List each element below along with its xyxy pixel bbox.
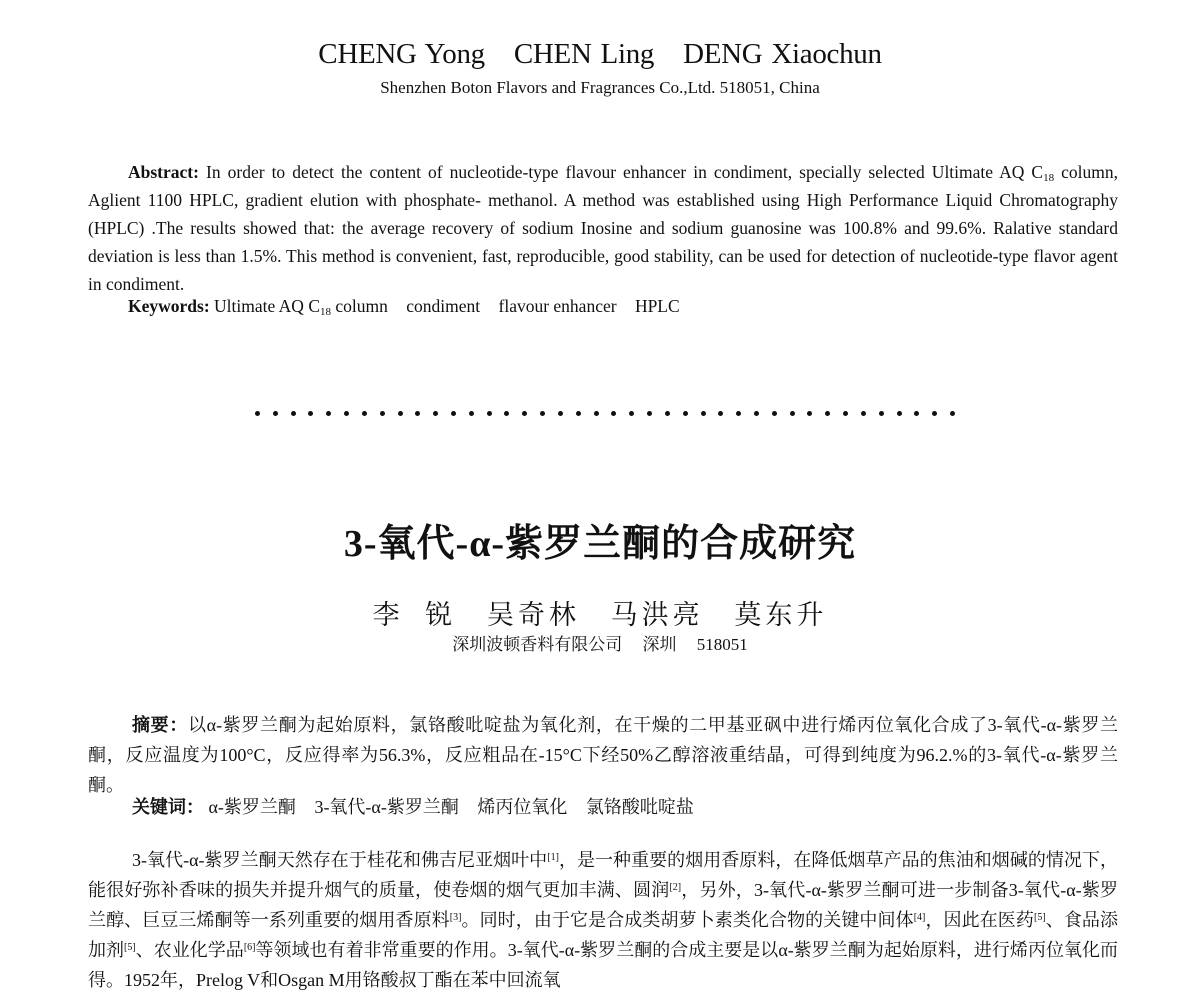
affil-cn-org: 深圳波顿香料有限公司 [452,635,623,654]
separator-dot [825,411,830,416]
keyword-en-1-post: column [331,296,388,316]
author-cn-3: 马洪亮 [610,600,704,630]
citation-7: [6] [243,942,256,953]
citation-4: [4] [913,912,926,923]
separator-dot [273,411,278,416]
english-keywords [128,296,694,317]
separator-dot [736,411,741,416]
chinese-affiliation [0,630,1200,655]
author-cn-4: 莫东升 [734,600,828,630]
citation-3: [3] [449,912,462,923]
body-text-5: ，因此在医药 [925,910,1034,930]
separator-dot [255,411,260,416]
body-text-8: 等领域也有着非常重要的作用。3-氧代-α-紫罗兰酮的合成主要是以α-紫罗兰酮为起始原料，进行烯丙位氧化而得。1952年，Prelog V和Osgan M用铬酸叔丁酯在苯中回流氧 [88,940,1119,990]
chinese-title: 3-氧代-α-紫罗兰酮的合成研究 [343,523,857,565]
separator-dot [683,411,688,416]
abstract-en-text-cont: column, Aglient 1100 HPLC, gradient elution with phosphate- methanol. A method was established using High Performance Liquid Chromatography (HPLC) .The results showed that: the average recovery of sodium Inosine and sodium guanosine was 100.8% and 99.6%. Ralative standard deviation is less than 1.5%. This method is convenient, fast, reproducible, good stability, can be used for detection of nucleotide-type flavor agent in condiment. [88,162,1118,294]
affil-cn-city: 深圳 [642,635,677,654]
keyword-en-1 [214,296,388,316]
author-en-3: DENG Xiaochun [683,38,882,70]
separator-dot [629,411,634,416]
english-affiliation: Shenzhen Boton Flavors and Fragrances Co.,Ltd. 518051, China [380,78,820,97]
separator-dot [718,411,723,416]
keyword-cn-4: 氯铬酸吡啶盐 [585,797,694,817]
author-cn-1: 李 锐 [372,600,457,630]
abstract-en-label: Abstract: [128,162,199,182]
separator-dot [540,411,545,416]
keyword-en-1-text: Ultimate AQ C [214,296,320,316]
chinese-keywords [132,793,708,819]
separator-dot [398,411,403,416]
chinese-abstract [88,710,1118,800]
separator-dot [647,411,652,416]
keyword-en-3: flavour enhancer [498,296,617,316]
separator-dot [932,411,937,416]
abstract-cn-label: 摘要： [132,715,188,735]
body-text-3: ，另外，3-氧代-α-紫罗兰酮可进一步制备3-氧代-α-紫罗兰醇、巨豆三烯酮等一系列重要的烟用香原料 [88,880,1119,930]
separator-dot [344,411,349,416]
separator-dot [665,411,670,416]
keywords-cn-label: 关键词： [132,797,204,817]
separator-dot [451,411,456,416]
keyword-en-4: HPLC [634,296,680,316]
citation-6: [5] [124,942,136,953]
separator-dot [433,411,438,416]
keyword-cn-1: α-紫罗兰酮 [208,797,296,817]
keyword-cn-3: 烯丙位氧化 [477,797,568,817]
separator-dot [522,411,527,416]
separator-dot [790,411,795,416]
affil-cn-zip: 518051 [696,635,748,654]
keywords-en-label: Keywords: [128,296,210,316]
separator-dot [701,411,706,416]
separator-dot [914,411,919,416]
separator-dot [291,411,296,416]
separator-dot [415,411,420,416]
keyword-en-2: condiment [406,296,481,316]
body-text-6: 、食品添加剂 [88,910,1119,960]
keyword-cn-2: 3-氧代-α-紫罗兰酮 [314,797,459,817]
abstract-en-text: In order to detect the content of nucleotide-type flavour enhancer in condiment, specially selected Ultimate AQ C [206,162,1044,182]
author-cn-2: 吴奇林 [486,600,580,630]
author-en-2: CHEN Ling [513,38,655,70]
citation-2: [2] [669,882,682,893]
separator-dot [469,411,474,416]
separator-dot [807,411,812,416]
abstract-cn-text: 以α-紫罗兰酮为起始原料，氯铬酸吡啶盐为氧化剂，在干燥的二甲基亚砜中进行烯丙位氧化合成了3-氧代-α-紫罗兰酮，反应温度为100°C，反应得率为56.3%，反应粗品在-15°C下经50%乙醇溶液重结晶，可得到纯度为96.2.%的3-氧代-α-紫罗兰酮。 [88,715,1119,795]
separator-dot [308,411,313,416]
citation-1: [1] [547,852,559,863]
separator-dot [772,411,777,416]
abstract-en-subscript: 18 [1043,172,1055,184]
separator-dot [843,411,848,416]
separator-dot [380,411,385,416]
english-abstract [88,158,1118,298]
separator-dot [754,411,759,416]
separator-dot [326,411,331,416]
keyword-en-1-sub: 18 [320,306,331,318]
separator-dot [558,411,563,416]
separator-dot [879,411,884,416]
separator-dot [950,411,955,416]
separator-dot [504,411,509,416]
dotted-separator [255,403,955,423]
english-authors [0,38,1200,71]
separator-dot [487,411,492,416]
author-en-1: CHENG Yong [318,38,485,70]
separator-dot [362,411,367,416]
separator-dot [576,411,581,416]
chinese-authors [0,593,1200,632]
citation-5: [5] [1034,912,1046,923]
separator-dot [897,411,902,416]
separator-dot [611,411,616,416]
separator-dot [594,411,599,416]
body-text-7: 、农业化学品 [135,940,244,960]
chinese-body-paragraph [88,845,1118,995]
body-text-1: 3-氧代-α-紫罗兰酮天然存在于桂花和佛吉尼亚烟叶中 [132,850,548,870]
body-text-2: ，是一种重要的烟用香原料，在降低烟草产品的焦油和烟碱的情况下，能很好弥补香味的损失并提升烟气的质量，使卷烟的烟气更加丰满、圆润 [88,850,1118,900]
separator-dot [861,411,866,416]
body-text-4: 。同时，由于它是合成类胡萝卜素类化合物的关键中间体 [461,910,914,930]
